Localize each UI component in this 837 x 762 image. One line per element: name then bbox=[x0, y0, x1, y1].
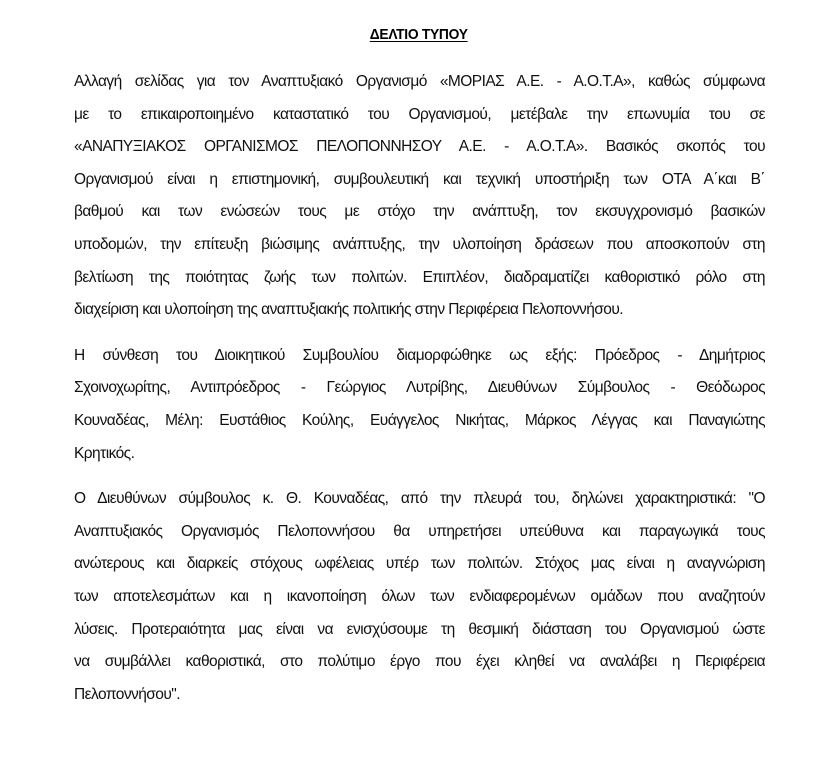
text-line: Αναπτυξιακός Οργανισμός Πελοποννήσου θα υπηρετήσει υπεύθυνα και παραγωγικά τους bbox=[74, 522, 765, 540]
text-line: Πελοποννήσου". bbox=[74, 685, 181, 703]
text-line: να συμβάλλει καθοριστικά, στο πολύτιμο έργο που έχει κληθεί να αναλάβει η Περιφέρεια bbox=[74, 653, 765, 671]
text-line: των αποτελεσμάτων και η ικανοποίηση όλων των ενδιαφερομένων ομάδων που αναζητούν bbox=[74, 587, 765, 605]
document-title: ΔΕΛΤΙΟ ΤΥΠΟΥ bbox=[369, 26, 468, 43]
document-body bbox=[74, 66, 765, 724]
text-line: Σχοινοχωρίτης, Αντιπρόεδρος - Γεώργιος Λυτρίβης, Διευθύνων Σύμβουλος - Θεόδωρος bbox=[74, 379, 765, 397]
text-line: Κρητικός. bbox=[74, 444, 135, 462]
text-line: Οργανισμού είναι η επιστημονική, συμβουλευτική και τεχνική υποστήριξη των ΟΤΑ Α΄και Β΄ bbox=[74, 170, 765, 188]
text-line: βαθμού και των ενώσεών τους με στόχο την ανάπτυξη, τον εκσυγχρονισμό βασικών bbox=[74, 203, 765, 221]
text-line: λύσεις. Προτεραιότητα μας είναι να ενισχύσουμε τη θεσμική διάσταση του Οργανισμού ώστε bbox=[74, 620, 765, 638]
text-line: Κουναδέας, Μέλη: Ευστάθιος Κούλης, Ευάγγελος Νικήτας, Μάρκος Λέγγας και Παναγιώτης bbox=[74, 411, 765, 429]
text-line: «ΑΝΑΠΥΞΙΑΚΟΣ ΟΡΓΑΝΙΣΜΟΣ ΠΕΛΟΠΟΝΝΗΣΟΥ Α.Ε. - Α.Ο.Τ.Α». Βασικός σκοπός του bbox=[74, 138, 765, 156]
paragraph-ceo-statement bbox=[74, 483, 765, 711]
text-line: ανώτερους και διαρκείς στόχους ωφέλειας υπέρ των πολιτών. Στόχος μας είναι η αναγνώριση bbox=[74, 555, 765, 573]
text-line: βελτίωση της ποιότητας ζωής των πολιτών. Επιπλέον, διαδραματίζει καθοριστικό ρόλο στη bbox=[74, 268, 765, 286]
paragraph-organization-rename bbox=[74, 66, 765, 327]
paragraph-board-composition bbox=[74, 340, 765, 470]
text-line: Ο Διευθύνων σύμβουλος κ. Θ. Κουναδέας, από την πλευρά του, δηλώνει χαρακτηριστικά: "Ο bbox=[74, 490, 765, 508]
text-line: Η σύνθεση του Διοικητικού Συμβουλίου διαμορφώθηκε ως εξής: Πρόεδρος - Δημήτριος bbox=[74, 346, 765, 364]
text-line: διαχείριση και υλοποίηση της αναπτυξιακής πολιτικής στην Περιφέρεια Πελοποννήσου. bbox=[74, 301, 624, 319]
text-line: Αλλαγή σελίδας για τον Αναπτυξιακό Οργανισμό «ΜΟΡΙΑΣ Α.Ε. - Α.Ο.Τ.Α», καθώς σύμφωνα bbox=[74, 73, 765, 90]
text-line: υποδομών, την επίτευξη βιώσιμης ανάπτυξης, την υλοποίηση δράσεων που αποσκοπούν στη bbox=[74, 235, 765, 253]
text-line: με το επικαιροποιημένο καταστατικό του Οργανισμού, μετέβαλε την επωνυμία του σε bbox=[74, 105, 765, 123]
